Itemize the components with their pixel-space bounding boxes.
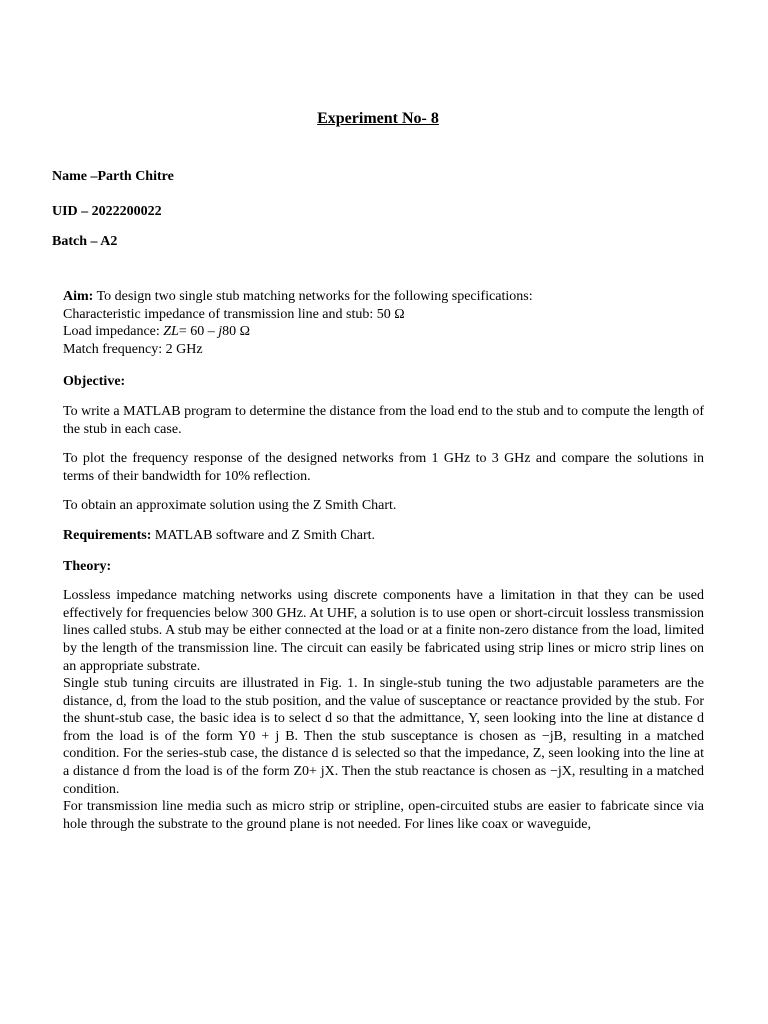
load-value-mid: = 60 – <box>178 324 219 340</box>
aim-section <box>63 288 704 358</box>
student-name: Name –Parth Chitre <box>52 169 174 184</box>
aim-load-line <box>63 323 704 341</box>
objective-item-3: To obtain an approximate solution using the Z Smith Chart. <box>63 498 397 514</box>
theory-paragraph-2: Single stub tuning circuits are illustrated in Fig. 1. In single-stub tuning the two adjustable parameters are the distance, d, from the load to the stub position, and the value of susceptance or reactance provided by the stub. For the shunt-stub case, the basic idea is to select d so that the admittance, Y, seen looking into the line at distance d from the load is of the form Y0 + j B. Then the stub susceptance is chosen as −jB, resulting in a matched condition. For the series-stub case, the distance d is selected so that the impedance, Z, seen looking into the line at a distance d from the load is of the form Z0+ jX. Then the stub reactance is chosen as −jX, resulting in a matched condition. <box>63 676 704 797</box>
objective-item-2: To plot the frequency response of the designed networks from 1 GHz to 3 GHz and compare the solutions in terms of their bandwidth for 10% reflection. <box>63 451 704 484</box>
requirements-text: MATLAB software and Z Smith Chart. <box>151 527 375 543</box>
aim-frequency-line: Match frequency: 2 GHz <box>63 341 203 357</box>
aim-line <box>63 288 704 306</box>
student-batch: Batch – A2 <box>52 234 118 249</box>
objective-item-1: To write a MATLAB program to determine the distance from the load end to the stub and to compute the length of the stub in each case. <box>63 403 704 437</box>
theory-heading: Theory: <box>63 558 112 574</box>
aim-impedance-line: Characteristic impedance of transmission line and stub: 50 Ω <box>63 306 405 322</box>
theory-paragraph-3: For transmission line media such as micro strip or stripline, open-circuited stubs are easier to fabricate since via hole through the substrate to the ground plane is not needed. For lines like coax or waveguide, <box>63 799 704 832</box>
objective-heading: Objective: <box>63 374 126 390</box>
load-value-suffix: 80 Ω <box>222 324 251 340</box>
document-body <box>63 288 704 833</box>
load-variable: ZL <box>163 324 179 340</box>
aim-text: To design two single stub matching networks for the following specifications: <box>93 289 533 304</box>
theory-paragraph-1: Lossless impedance matching networks using discrete components have a limitation in that they can be used effectively for frequencies below 300 GHz. At UHF, a solution is to use open or short-circuit lossless transmission lines called stubs. A stub may be either connected at the load or at a finite non-zero distance from the load, limited by the length of the transmission line. The circuit can easily be fabricated using strip lines or micro strip lines on an appropriate substrate. <box>63 588 704 674</box>
load-prefix: Load impedance: <box>63 324 164 340</box>
requirements-label: Requirements: <box>63 527 152 543</box>
load-j: j <box>218 324 223 340</box>
requirements-line <box>63 527 704 545</box>
student-uid: UID – 2022200022 <box>52 204 162 219</box>
document-title: Experiment No- 8 <box>317 110 439 127</box>
aim-label: Aim: <box>63 289 94 304</box>
